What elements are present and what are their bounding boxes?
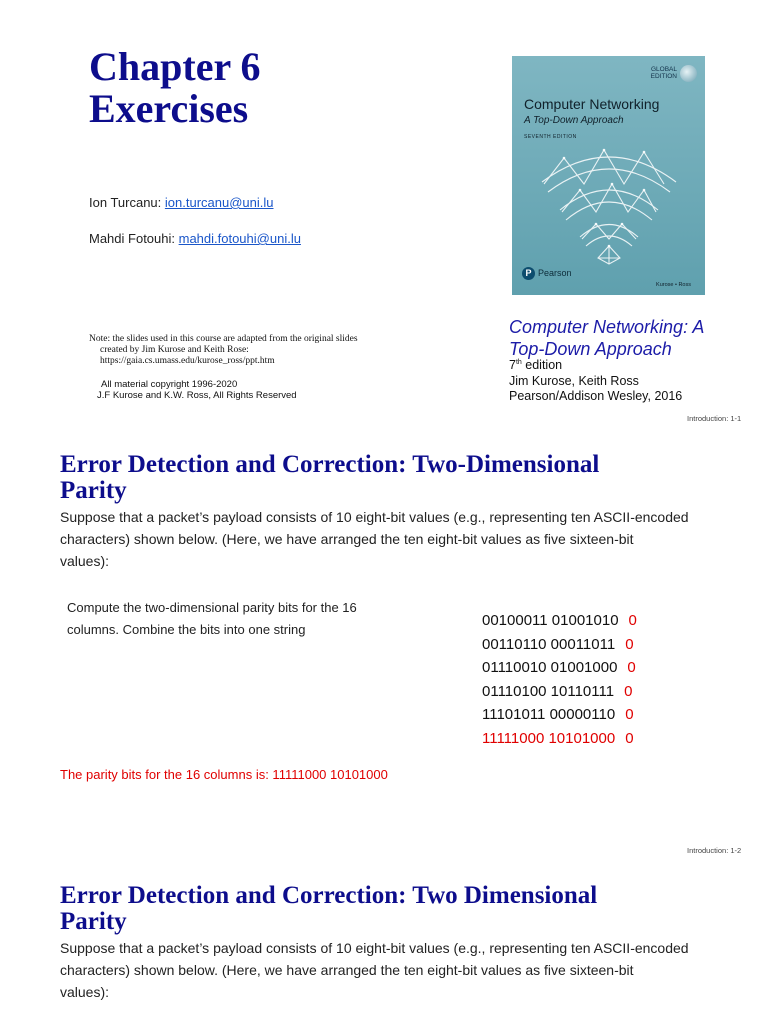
row-parity-bit: 0 [627, 659, 636, 676]
problem-statement [60, 937, 740, 1003]
row-bits: 00110110 00011011 [482, 635, 616, 653]
cover-edition: SEVENTH EDITION [524, 134, 577, 140]
global-edition-badge [651, 66, 677, 80]
heading-line: Error Detection and Correction: Two-Dimensional [60, 451, 600, 478]
edition-number: 7 [509, 358, 516, 372]
row-parity-bit: 0 [625, 635, 634, 653]
author-ion-turcanu [89, 195, 274, 210]
copyright-notice [97, 379, 297, 401]
slide-number: Introduction: 1-2 [687, 846, 742, 855]
cover-authors: Kurose • Ross [656, 282, 691, 288]
book-publisher: Pearson/Addison Wesley, 2016 [509, 389, 683, 403]
row-bits: 01110010 01001000 [482, 659, 618, 676]
row-parity-bit: 0 [624, 682, 633, 700]
intro-line: characters) shown below. (Here, we have arranged the ten eight-bit values as five sixteen-bit [60, 962, 634, 978]
edition-suffix: th [515, 358, 522, 366]
note-line: created by Jim Kurose and Keith Rose: [100, 345, 249, 355]
book-cover-image [512, 56, 705, 295]
caption-line: Computer Networking: A [509, 317, 705, 337]
bit-row [482, 656, 637, 680]
row-bits: 11101011 00000110 [482, 706, 616, 723]
source-note [89, 334, 358, 367]
task-line: Compute the two-dimensional parity bits for the 16 [67, 600, 357, 615]
note-line: https://gaia.cs.umass.edu/kurose_ross/ppt.htm [100, 356, 275, 366]
author2-email-link[interactable]: mahdi.fotouhi@uni.lu [178, 231, 301, 246]
author-mahdi-fotouhi [89, 231, 301, 246]
heading-line: Error Detection and Correction: Two Dimensional [60, 882, 598, 909]
column-parity-bits: 11111000 10101000 [482, 729, 616, 747]
edition-word: edition [521, 358, 563, 372]
heading-line: Parity [60, 908, 127, 935]
row-parity-bit: 0 [628, 612, 637, 629]
bit-row [482, 609, 637, 633]
bit-row [482, 680, 637, 704]
row-bits: 00100011 01001010 [482, 612, 619, 629]
task-line: columns. Combine the bits into one string [67, 622, 306, 637]
globe-icon [680, 65, 697, 82]
copyright-line: All material copyright 1996-2020 [101, 379, 238, 390]
bit-matrix [482, 609, 637, 750]
parity-answer: The parity bits for the 16 columns is: 11111000 10101000 [60, 767, 388, 782]
pearson-logo-icon: P [522, 267, 535, 280]
chapter-title-line1: Chapter 6 [89, 44, 261, 89]
wifi-network-icon [534, 140, 684, 265]
intro-line: values): [60, 984, 110, 1000]
book-edition [509, 358, 562, 372]
slide-heading [60, 452, 750, 504]
row-bits: 01110100 10110111 [482, 682, 615, 700]
author1-name: Ion Turcanu: [89, 195, 165, 210]
problem-statement [60, 506, 740, 572]
chapter-title [89, 46, 260, 130]
book-title-caption [509, 316, 704, 360]
note-line: Note: the slides used in this course are adapted from the original slides [89, 334, 358, 344]
bit-row [482, 633, 637, 657]
corner-parity-bit: 0 [625, 729, 634, 747]
slide-number: Introduction: 1-1 [687, 414, 742, 423]
badge-line: EDITION [650, 73, 677, 80]
bit-row [482, 703, 637, 727]
cover-publisher: Pearson [538, 268, 572, 278]
copyright-line: J.F Kurose and K.W. Ross, All Rights Reserved [97, 390, 297, 401]
task-instruction [67, 597, 417, 641]
badge-line: GLOBAL [650, 66, 677, 73]
row-parity-bit: 0 [625, 706, 634, 723]
intro-line: Suppose that a packet’s payload consists of 10 eight-bit values (e.g., representing ten ASCII-encoded [60, 940, 689, 956]
column-parity-row [482, 727, 637, 751]
cover-subtitle: A Top-Down Approach [524, 115, 624, 126]
intro-line: characters) shown below. (Here, we have arranged the ten eight-bit values as five sixteen-bit [60, 531, 634, 547]
intro-line: values): [60, 553, 110, 569]
author2-name: Mahdi Fotouhi: [89, 231, 179, 246]
chapter-title-line2: Exercises [89, 86, 249, 131]
caption-line: Top-Down Approach [509, 339, 672, 359]
author1-email-link[interactable]: ion.turcanu@uni.lu [164, 195, 274, 210]
intro-line: Suppose that a packet’s payload consists of 10 eight-bit values (e.g., representing ten ASCII-encoded [60, 509, 689, 525]
cover-title: Computer Networking [524, 96, 660, 112]
book-authors: Jim Kurose, Keith Ross [509, 374, 639, 388]
heading-line: Parity [60, 477, 127, 504]
slide-heading [60, 883, 750, 935]
